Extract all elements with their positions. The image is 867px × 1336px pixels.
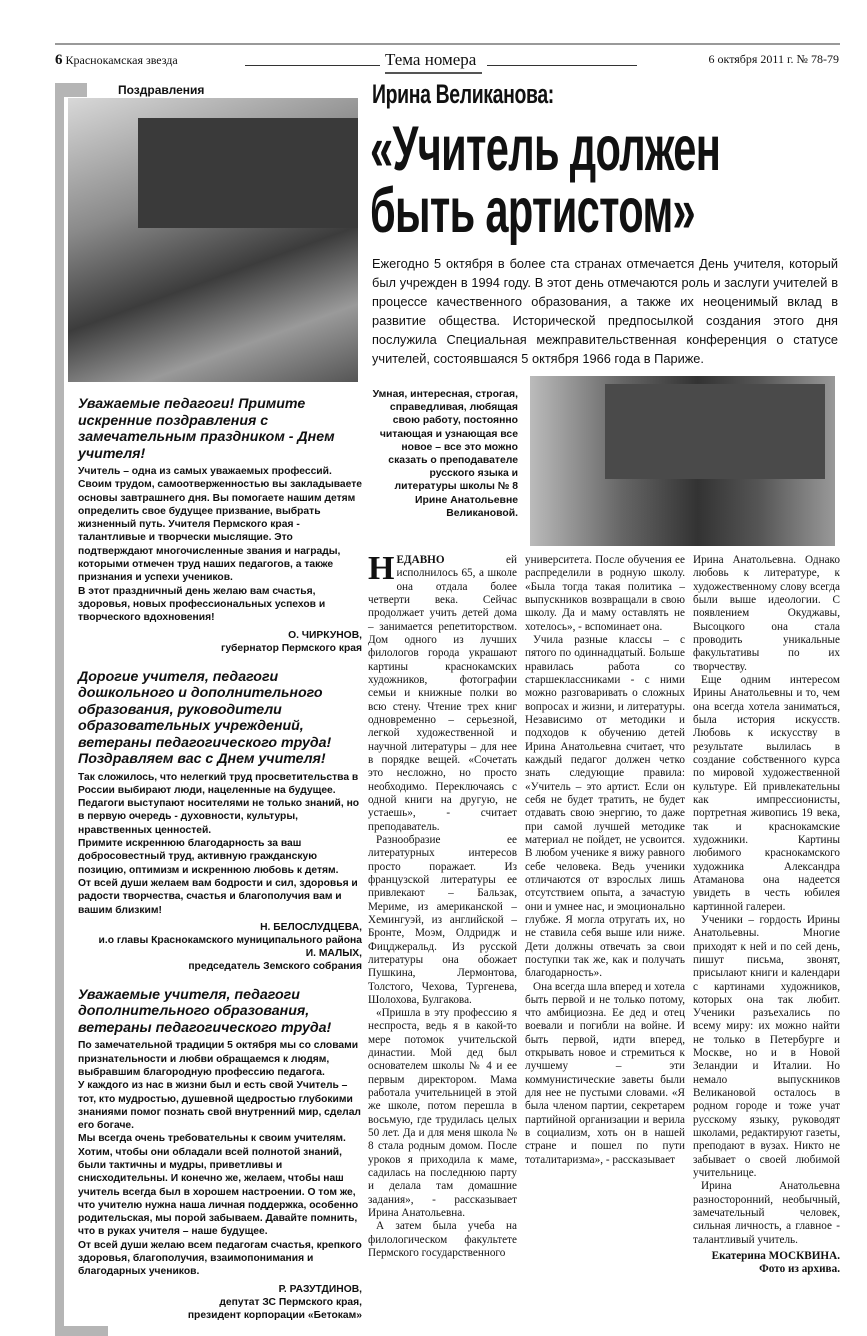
photo-credit: Фото из архива. <box>759 1263 840 1276</box>
greeting-governor <box>78 396 362 655</box>
top-rule <box>55 43 840 45</box>
greeting-signature <box>78 629 362 655</box>
section-underline <box>385 72 482 74</box>
rubric-row <box>55 83 362 97</box>
greeting-signature <box>78 1283 362 1322</box>
signer-title: председатель Земского собрания <box>188 960 362 972</box>
greeting-text: Учитель – одна из самых уважаемых профессий. Своим трудом, самоотверженностью вы закладываете основы завтрашнего дня. Вы помогаете нашим детям определить свое будущее призвание, выбрать жизненный путь. Учителя Пермского края - талантливые и творчески мыслящие. Это подтверждают многочисленные звания и награды, которыми отмечен труд наших педагогов, а также признания и успехи учеников. <box>78 466 363 584</box>
signer-name: Р. РАЗУТДИНОВ, <box>278 1283 362 1295</box>
article-column-1 <box>368 550 517 1260</box>
signer-title: президент корпорации «Бетокам» <box>187 1309 362 1321</box>
greeting-signature <box>78 921 362 973</box>
headline-line-2: быть артистом» <box>370 176 696 246</box>
greeting-text: Мы всегда очень требовательны к своим учителям. Хотим, чтобы они обладали всей полнотой знаний, были тактичны и мудры, приветливы и снисходительны. И конечно же, желаем, чтобы наш учитель всегда был в хорошем настроении. О том же, что учителю нужна наша личная поддержка, особенно родительская, мы порой забываем. Давайте помнить, что в руках учителя – наше будущее. <box>78 1133 359 1238</box>
paragraph: Еще одним интересом Ирины Анатольевны и то, чем она всегда хотела заниматься, была история искусств. Любовь к искусству в результате вылилась в создание собственного курса по мировой художественной культуре. Ей привлекательны как импрессионисты, портретная живопись 19 века, так и краснокамские художники. Картины любимого краснокамского художника Александра Атаманова она надеется увидеть в честь юбилея картинной галереи. <box>693 673 840 913</box>
greeting-text: От всей души желаю всем педагогам счастья, крепкого здоровья, благополучия, взаимопонимания и благодарных учеников. <box>78 1239 362 1278</box>
page-number: 6 <box>55 52 63 68</box>
header-line-right <box>487 65 637 66</box>
paragraph: университета. После обучения ее распределили в родную школу. «Была тогда такая политика – выпускников возвращали в свою школу. Да и маму оставлять не хотелось», - вспоминает она. <box>525 554 685 633</box>
signer-name: О. ЧИРКУНОВ, <box>288 629 362 641</box>
paragraph: Она всегда шла вперед и хотела быть первой и не только потому, что амбициозна. Ее дед и отец воевали и погибли на войне. И быть первой, идти вперед, открывать новое и стремиться к лучшему – эти коммунистические заветы были для нее не пустыми словами. «Я была членом партии, секретарем партийной организации и верила в социализм, хоть он в нашей стране и пошел по пути тоталитаризма», - рассказывает <box>525 980 685 1166</box>
paragraph: ей исполнилось 65, а школе она отдала более четверти века. Сейчас продолжает учить детей дома – занимается репетиторством. Дом одного из лучших филологов города украшают картины краснокамских художников, фотографии семьи и книжные полки во всю стену. Чтение трех книг одновременно – серьезной, легкой художественной и научной литературы – для нее в порядке вещей. «Сочетать это несложно, но просто необходимо. Переключаясь с одной книги на другую, не устаешь», - считает преподаватель. <box>368 554 517 833</box>
greeting-text: Примите искреннюю благодарность за ваш добросовестный труд, активную гражданскую позицию, оптимизм и искреннюю любовь к детям. <box>78 838 339 876</box>
greeting-text: В этот праздничный день желаю вам счастья, здоровья, новых профессиональных успехов и творческого вдохновения! <box>78 585 326 624</box>
section-title: Тема номера <box>385 50 477 69</box>
signer-title: депутат ЗС Пермского края, <box>219 1296 362 1308</box>
signer-name: Н. БЕЛОСЛУДЦЕВА, <box>260 921 362 933</box>
article-author: Екатерина МОСКВИНА. <box>711 1250 840 1263</box>
article-column-2 <box>525 554 685 1167</box>
greetings-sidebar <box>55 83 362 1336</box>
signer-title: и.о главы Краснокамского муниципального района <box>98 934 362 946</box>
greeting-text: Так сложилось, что нелегкий труд просветительства в России выбирают люди, нацеленные на будущее. Педагоги выступают носителями не только знаний, но в первую очередь - духовности, культуры, нравственных ценностей. <box>78 771 360 836</box>
header-line-left <box>245 65 380 66</box>
greeting-text: У каждого из нас в жизни был и есть свой Учитель – тот, кто мудростью, душевной щедростью глубокими знаниями помог познать свой внутренний мир, сделал его богаче. <box>78 1080 361 1132</box>
headline-line-1: «Учитель должен <box>370 114 721 184</box>
paragraph: Учила разные классы – с пятого по одиннадцатый. Больше нравилась работа со старшеклассниками - с ними можно разговаривать о сложных вопросах и жизни, и литературы. Независимо от методики и подходов к обучению детей Ирина Анатольевна считает, что каждый педагог должен четко знать следующие правила: «Учитель – это артист. Если он себя не будет тратить, не будет отдавать свою энергию, то даже при самой лучшей методике материал не пойдет, не усвоится. В любом ученике я вижу равного себе человека. Ведь ученики отличаются от взрослых лишь отсутствием опыта, а зачастую они и умнее нас, и эмоционально глубже. Я могла отругать их, но не ставила себя выше или ниже. Дети должны отвечать за свои поступки так же, как и получать благодарность». <box>525 633 685 980</box>
photo-caption: Умная, интересная, строгая, справедливая, любящая свою работу, постоянно читающая и узнающая все новое – все это можно сказать о преподавателе русского языка и литературы школы № 8 Ирине Анатольевне Великановой. <box>372 389 518 519</box>
rubric-title: Поздравления <box>118 83 205 97</box>
sidebar-body <box>55 97 362 1336</box>
greeting-heading: Уважаемые учителя, педагоги дополнительного образования, ветераны педагогического труда! <box>78 986 332 1036</box>
signer-title: губернатор Пермского края <box>221 642 362 654</box>
greeting-text: По замечательной традиции 5 октября мы со словами признательности и любви обращаемся к людям, выбравшим благородную профессию педагога. <box>78 1040 359 1078</box>
article-column-3 <box>693 554 840 1277</box>
newspaper-name: Краснокамская звезда <box>65 53 178 67</box>
greeting-deputy <box>78 987 362 1322</box>
page-header-left <box>55 52 178 69</box>
paragraph: Ирина Анатольевна. Однако любовь к литературе, к художественному слову всегда были выше идеологии. С появлением Окуджавы, Высоцкого она стала проводить уникальные факультативы по их творчеству. <box>693 554 840 673</box>
greeting-heading: Дорогие учителя, педагоги дошкольного и дополнительного образования, руководители образовательных учреждений, ветераны педагогического труда! Поздравляем вас с Днем учителя! <box>78 668 332 768</box>
teacher-at-blackboard-photo <box>530 376 835 546</box>
paragraph: Разнообразие ее литературных интересов просто поражает. Из французской литературы ее привлекают – Бальзак, Мериме, из американской – Хемингуэй, из английской – Бронте, Моэм, Олдридж и Фицджеральд. Из русской литературы она обожает Пушкина, Лермонтова, Толстого, Чехова, Тургенева, Шолохова, Булгакова. <box>368 833 517 1006</box>
issue-date: 6 октября 2011 г. № 78-79 <box>708 52 839 66</box>
greeting-text: От всей души желаем вам бодрости и сил, здоровья и радости творчества, счастья и благополучия вам и вашим близким! <box>78 877 358 916</box>
photo-row <box>368 376 840 546</box>
lead-word: ЕДАВНО <box>396 554 445 566</box>
drop-cap: Н <box>368 550 395 587</box>
greeting-heading: Уважаемые педагоги! Примите искренние поздравления с замечательным праздником - Днем учителя! <box>78 396 335 462</box>
article-kicker: Ирина Великанова: <box>372 79 554 109</box>
paragraph: «Пришла в эту профессию я неспроста, ведь я в какой-то мере потомок учительской династии. Мой дед был основателем школы № 4 и ее первым директором. Мама работала учительницей в этой же школе, потом перешла в восьмую, где трудилась целых 50 лет. Да и для меня школа № 8 стала родным домом. После уроков я приходила к маме, садилась на последнюю парту и делала там домашние задания», - рассказывает Ирина Анатольевна. <box>368 1007 517 1220</box>
paragraph: А затем была учеба на филологическом факультете Пермского государственного <box>368 1220 517 1260</box>
teachers-with-pupils-photo <box>68 98 358 382</box>
signer-name: И. МАЛЫХ, <box>305 947 362 959</box>
article-intro: Ежегодно 5 октября в более ста странах отмечается День учителя, который был учрежден в 1994 году. В этот день отмечаются роль и заслуги учителей в процессе качественного образования, а также их неоценимый вклад в развитие общества. Исторической предпосылкой создания этого дня послужила Специальная межправительственная конференция о статусе учителей, состоявшаяся 5 октября 1966 года в Париже. <box>372 256 838 366</box>
rubric-marker <box>55 83 87 97</box>
paragraph: Ирина Анатольевна разносторонний, необычный, замечательный человек, сильная личность, а главное - талантливый учитель. <box>693 1180 840 1246</box>
article-columns <box>368 550 840 1277</box>
article <box>368 78 840 1277</box>
greeting-district <box>78 669 362 973</box>
paragraph: Ученики – гордость Ирины Анатольевны. Многие приходят к ней и по сей день, пишут письма, звонят, присылают книги и календари с картинами художников, которых она так любит. Ученики разъехались по всему миру: их можно найти не только в Петербурге и Москве, но и в Новой Зеландии и Италии. Но немало выпускников Великановой осталось в родном городе и тоже учат русскому языку, руководят школами, редактируют газеты, преподают в вузах. Никто не забывает о своей любимой учительнице. <box>693 913 840 1180</box>
